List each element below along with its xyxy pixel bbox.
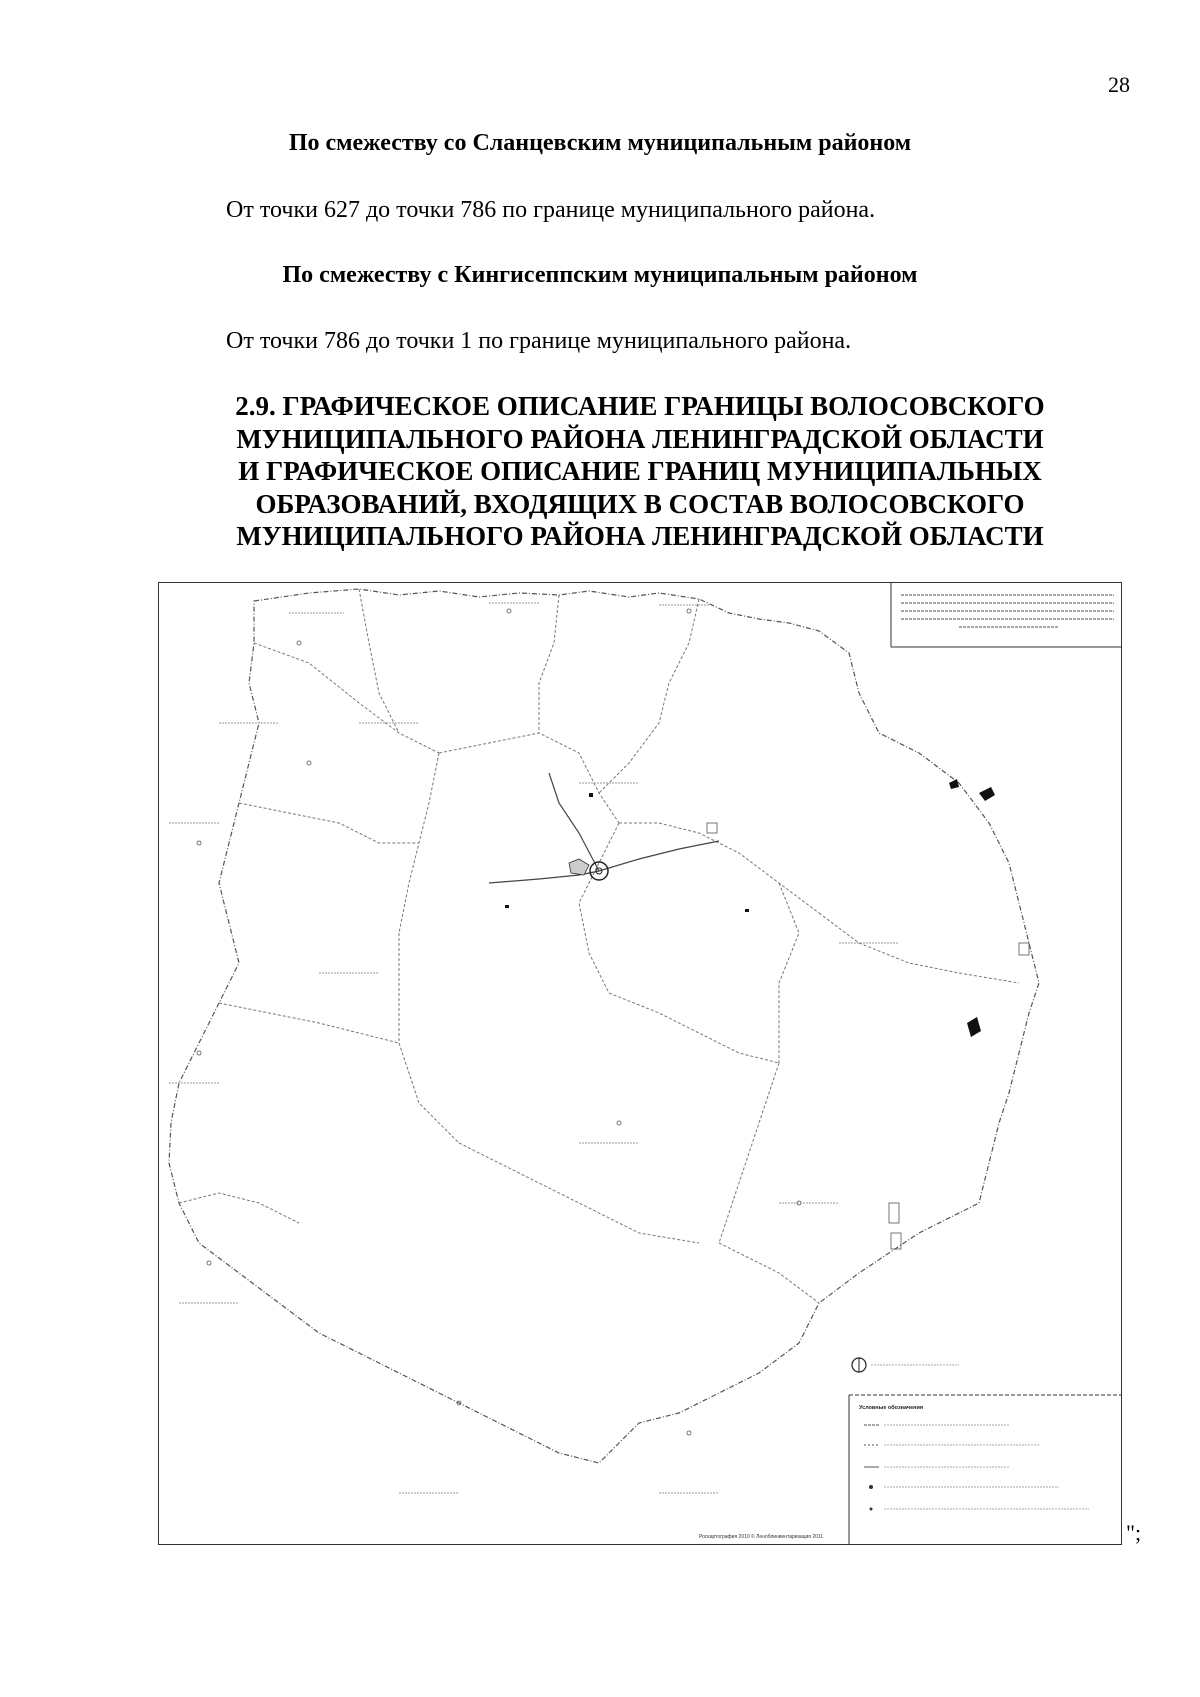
district-center-marker — [569, 859, 608, 880]
section-heading-kingisepp: По смежеству с Кингисеппским муниципальным районом — [282, 262, 918, 288]
map-copyright: Роскартография 2010 © Леноблинвентаризация 2011 — [699, 1534, 824, 1540]
district-map-drawing — [159, 583, 1122, 1545]
district-map — [158, 582, 1122, 1545]
section-heading-slantsy: По смежеству со Сланцевским муниципальным районом — [288, 130, 912, 156]
municipal-boundaries — [179, 589, 1019, 1303]
settlement-labels — [169, 603, 899, 1493]
map-legend — [849, 1358, 1122, 1545]
district-boundary — [169, 589, 1039, 1463]
closing-mark: "; — [1126, 1520, 1142, 1545]
legend-title: Условные обозначения — [859, 1405, 924, 1411]
section-text-kingisepp: От точки 786 до точки 1 по границе муниципального района. — [226, 328, 852, 354]
page-number: 28 — [1108, 72, 1130, 97]
settlement-markers — [197, 609, 1029, 1435]
map-patches — [505, 779, 995, 1037]
section-title-line: МУНИЦИПАЛЬНОГО РАЙОНА ЛЕНИНГРАДСКОЙ ОБЛАСТИ — [236, 521, 1044, 551]
section-title-line: ОБРАЗОВАНИЙ, ВХОДЯЩИХ В СОСТАВ ВОЛОСОВСКОГО — [255, 488, 1025, 519]
section-title-line: 2.9. ГРАФИЧЕСКОЕ ОПИСАНИЕ ГРАНИЦЫ ВОЛОСОВСКОГО — [235, 391, 1045, 421]
roads — [489, 773, 719, 883]
section-title-line: МУНИЦИПАЛЬНОГО РАЙОНА ЛЕНИНГРАДСКОЙ ОБЛАСТИ — [236, 423, 1044, 454]
section-text-slantsy: От точки 627 до точки 786 по границе муниципального района. — [226, 197, 876, 223]
map-title-box — [891, 583, 1122, 647]
section-title — [200, 390, 1080, 553]
section-title-line: И ГРАФИЧЕСКОЕ ОПИСАНИЕ ГРАНИЦ МУНИЦИПАЛЬНЫХ — [238, 456, 1042, 486]
